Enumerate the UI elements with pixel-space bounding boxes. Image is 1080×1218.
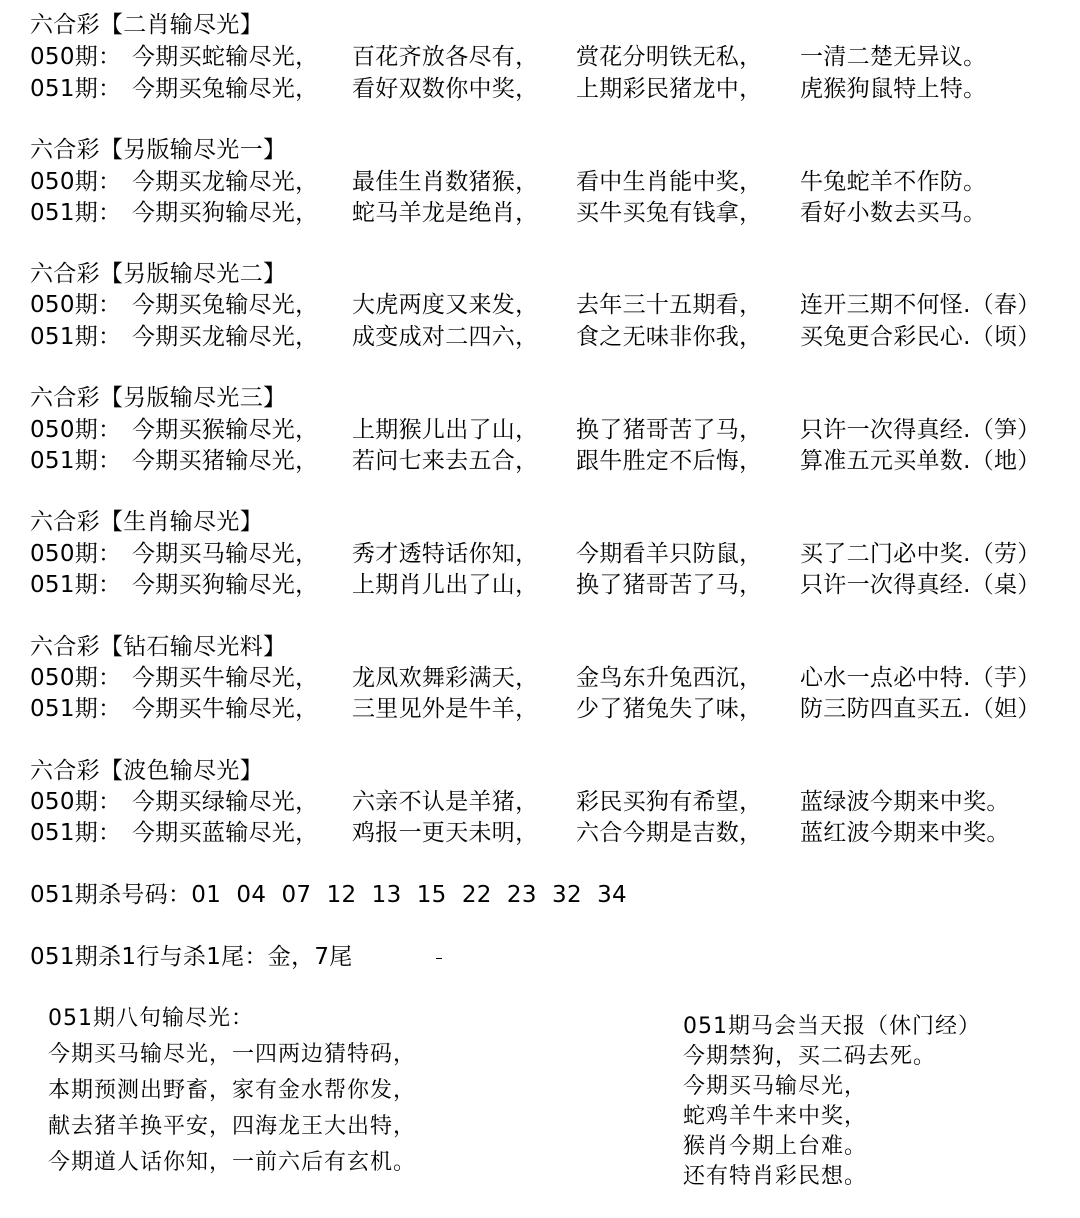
period-label: 050期： (30, 44, 122, 70)
poem-line: 还有特肖彩民想。 (683, 1164, 868, 1189)
verse-clause: 蓝绿波今期来中奖。 (800, 789, 1010, 815)
period-label: 050期： (30, 169, 122, 195)
verse-clause: 蛇马羊龙是绝肖， (352, 200, 539, 226)
period-label: 050期： (30, 541, 122, 567)
verse-clause: 跟牛胜定不后悔， (576, 448, 763, 474)
verse-clause: 六合今期是吉数， (576, 820, 763, 846)
verse-clause: 买牛买兔有钱拿， (576, 200, 763, 226)
poem-line: 献去猪羊换平安，四海龙王大出特， (48, 1114, 417, 1139)
section-title: 六合彩【钻石输尽光料】 (30, 634, 287, 660)
verse-clause: 蓝红波今期来中奖。 (800, 820, 1010, 846)
poem-line: 今期道人话你知，一前六后有玄机。 (48, 1150, 417, 1175)
verse-clause: 只许一次得真经.（笋） (800, 417, 1041, 443)
verse-clause: 看好小数去买马。 (800, 200, 987, 226)
verse-clause: 看中生肖能中奖， (576, 169, 763, 195)
verse-clause: 牛兔蛇羊不作防。 (800, 169, 987, 195)
section-title: 六合彩【另版输尽光三】 (30, 385, 287, 411)
verse-clause: 六亲不认是羊猪， (352, 789, 539, 815)
verse-clause: 今期买猴输尽光， (132, 417, 319, 443)
verse-clause: 换了猪哥苦了马， (576, 572, 763, 598)
period-label: 051期： (30, 448, 122, 474)
poem-line: 猴肖今期上台难。 (683, 1134, 868, 1159)
verse-clause: 今期买龙输尽光， (132, 169, 319, 195)
divider-dash (436, 958, 442, 959)
kill-numbers-line: 051期杀号码：01 04 07 12 13 15 22 23 32 34 (30, 882, 627, 908)
verse-clause: 今期买狗输尽光， (132, 200, 319, 226)
verse-clause: 上期猴儿出了山， (352, 417, 539, 443)
verse-clause: 今期买蓝输尽光， (132, 820, 319, 846)
verse-clause: 彩民买狗有希望， (576, 789, 763, 815)
verse-clause: 看好双数你中奖， (352, 76, 539, 102)
poem-line: 今期禁狗，买二码去死。 (683, 1044, 937, 1069)
verse-clause: 最佳生肖数猪猴， (352, 169, 539, 195)
period-label: 050期： (30, 665, 122, 691)
poem-line: 今期买马输尽光， (683, 1074, 868, 1099)
period-label: 051期： (30, 820, 122, 846)
section-title: 六合彩【波色输尽光】 (30, 758, 263, 784)
verse-clause: 去年三十五期看， (576, 292, 763, 318)
section-title: 六合彩【另版输尽光二】 (30, 261, 287, 287)
verse-clause: 今期买牛输尽光， (132, 665, 319, 691)
verse-clause: 金鸟东升兔西沉， (576, 665, 763, 691)
verse-clause: 龙凤欢舞彩满天， (352, 665, 539, 691)
verse-clause: 百花齐放各尽有， (352, 44, 539, 70)
verse-clause: 秀才透特话你知， (352, 541, 539, 567)
verse-clause: 今期买兔输尽光， (132, 292, 319, 318)
verse-clause: 成变成对二四六， (352, 324, 539, 350)
verse-clause: 鸡报一更天未明， (352, 820, 539, 846)
poem-title: 051期马会当天报（休门经） (683, 1014, 981, 1039)
section-title: 六合彩【二肖输尽光】 (30, 12, 263, 38)
verse-clause: 上期肖儿出了山， (352, 572, 539, 598)
verse-clause: 买兔更合彩民心.（顷） (800, 324, 1041, 350)
verse-clause: 今期买狗输尽光， (132, 572, 319, 598)
verse-clause: 防三防四直买五.（妲） (800, 696, 1041, 722)
verse-clause: 上期彩民猪龙中， (576, 76, 763, 102)
section-title: 六合彩【另版输尽光一】 (30, 137, 287, 163)
verse-clause: 赏花分明铁无私， (576, 44, 763, 70)
period-label: 051期： (30, 200, 122, 226)
period-label: 051期： (30, 696, 122, 722)
section-title: 六合彩【生肖输尽光】 (30, 509, 263, 535)
kill-element-tail-line: 051期杀1行与杀1尾：金，7尾 (30, 944, 353, 970)
verse-clause: 虎猴狗鼠特上特。 (800, 76, 987, 102)
verse-clause: 少了猪兔失了味， (576, 696, 763, 722)
verse-clause: 今期买蛇输尽光， (132, 44, 319, 70)
verse-clause: 连开三期不何怪.（春） (800, 292, 1041, 318)
poem-line: 蛇鸡羊牛来中奖， (683, 1104, 868, 1129)
verse-clause: 今期买龙输尽光， (132, 324, 319, 350)
poem-line: 今期买马输尽光，一四两边猜特码， (48, 1042, 417, 1067)
verse-clause: 今期买马输尽光， (132, 541, 319, 567)
verse-clause: 算准五元买单数.（地） (800, 448, 1041, 474)
verse-clause: 今期买猪输尽光， (132, 448, 319, 474)
verse-clause: 今期买兔输尽光， (132, 76, 319, 102)
verse-clause: 三里见外是牛羊， (352, 696, 539, 722)
verse-clause: 心水一点必中特.（芋） (800, 665, 1041, 691)
verse-clause: 只许一次得真经.（桌） (800, 572, 1041, 598)
verse-clause: 大虎两度又来发， (352, 292, 539, 318)
verse-clause: 食之无味非你我， (576, 324, 763, 350)
period-label: 051期： (30, 76, 122, 102)
period-label: 050期： (30, 417, 122, 443)
period-label: 050期： (30, 292, 122, 318)
verse-clause: 一清二楚无异议。 (800, 44, 987, 70)
verse-clause: 若问七来去五合， (352, 448, 539, 474)
verse-clause: 今期看羊只防鼠， (576, 541, 763, 567)
verse-clause: 买了二门必中奖.（劳） (800, 541, 1041, 567)
verse-clause: 今期买绿输尽光， (132, 789, 319, 815)
period-label: 051期： (30, 572, 122, 598)
verse-clause: 今期买牛输尽光， (132, 696, 319, 722)
period-label: 050期： (30, 789, 122, 815)
poem-title: 051期八句输尽光： (48, 1006, 254, 1031)
verse-clause: 换了猪哥苦了马， (576, 417, 763, 443)
period-label: 051期： (30, 324, 122, 350)
poem-line: 本期预测出野畜，家有金水帮你发， (48, 1078, 417, 1103)
